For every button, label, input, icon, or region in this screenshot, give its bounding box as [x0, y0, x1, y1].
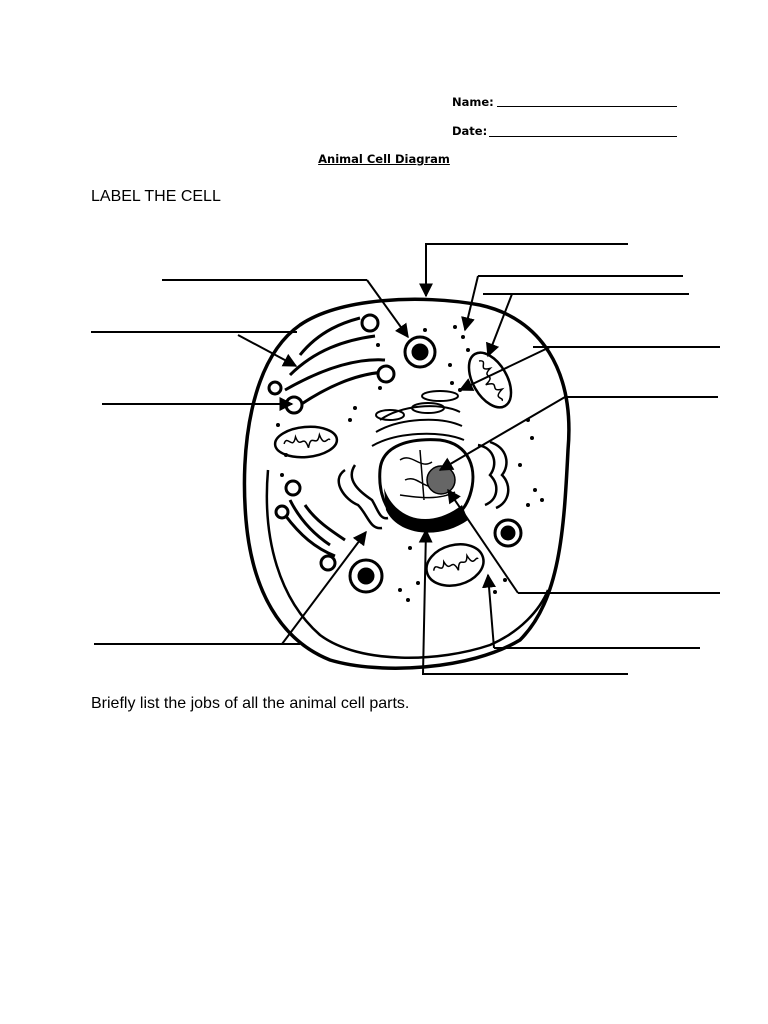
date-label: Date: [452, 124, 488, 138]
golgi-apparatus-lower [276, 481, 345, 570]
instruction-text: Briefly list the jobs of all the animal cell parts. [91, 695, 410, 712]
smooth-er-right [478, 442, 508, 508]
page-title: Animal Cell Diagram [318, 152, 450, 166]
rough-er [372, 391, 464, 446]
name-label: Name: [452, 95, 494, 109]
nucleus [380, 440, 473, 533]
golgi-apparatus [269, 315, 394, 413]
label-heading: LABEL THE CELL [91, 188, 221, 205]
